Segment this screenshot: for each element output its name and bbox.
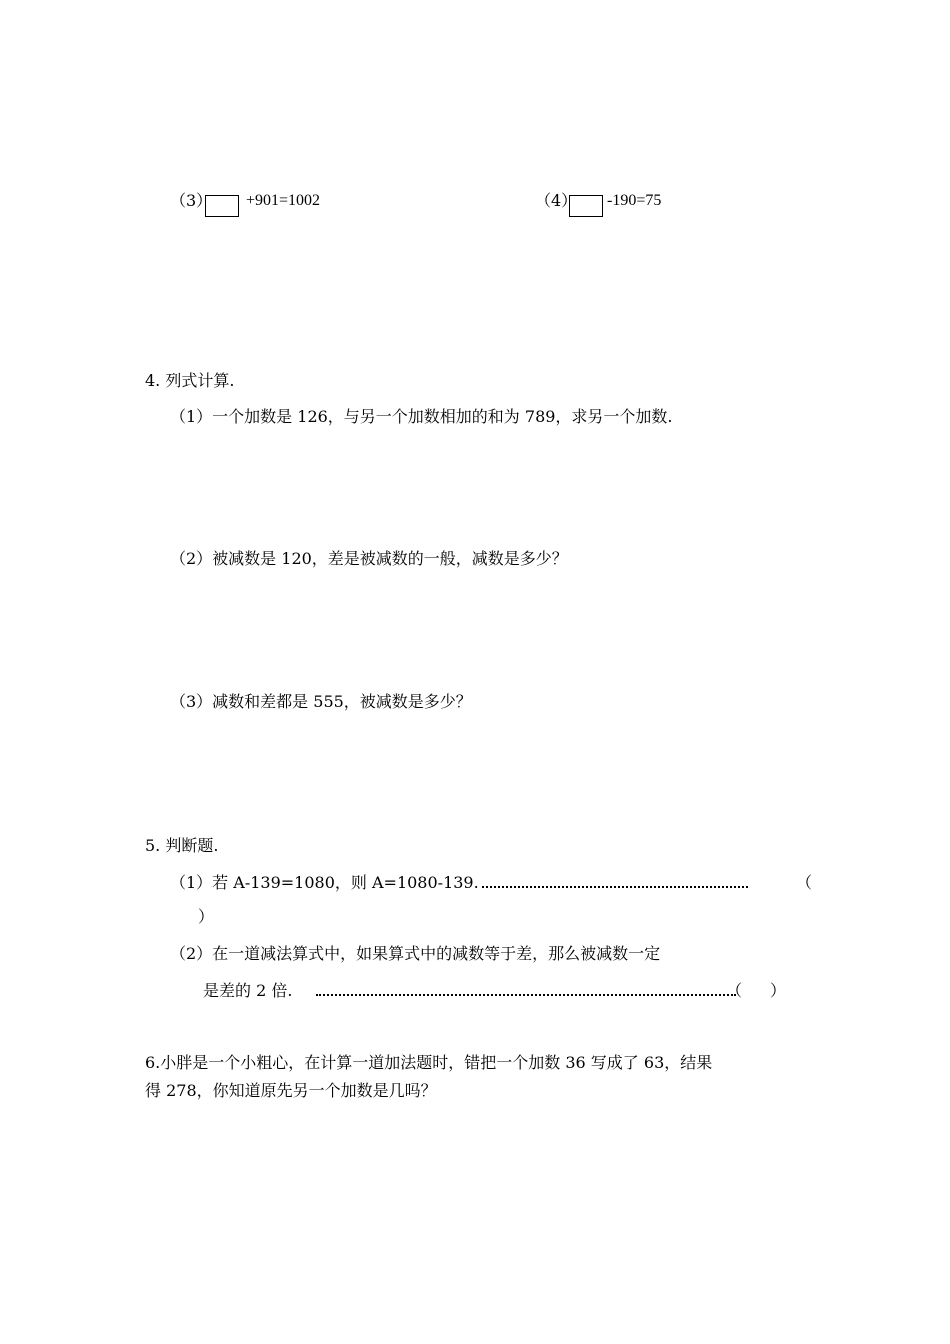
q4-heading: 4. 列式计算.	[145, 371, 235, 390]
q5-item-2-line-1: （2）在一道减法算式中，如果算式中的减数等于差，那么被减数一定	[170, 944, 661, 963]
q4-item-1: （1）一个加数是 126，与另一个加数相加的和为 789，求另一个加数.	[170, 407, 673, 426]
q5-item-1-text: （1）若 A-139=1080，则 A=1080-139.	[170, 873, 479, 892]
q3-part3-answer-box[interactable]	[205, 195, 239, 217]
q5-heading: 5. 判断题.	[145, 836, 219, 855]
q4-item-3: （3）减数和差都是 555，被减数是多少？	[170, 692, 472, 711]
q6-line-2: 得 278，你知道原先另一个加数是几吗？	[145, 1081, 437, 1100]
q5-item-2-paren-open: （	[726, 981, 743, 1000]
q5-item-1-leader-dots	[482, 886, 748, 888]
q3-part4-equation: -190=75	[607, 192, 662, 209]
q6-line-1: 6.小胖是一个小粗心，在计算一道加法题时，错把一个加数 36 写成了 63，结果	[145, 1053, 713, 1072]
q3-part3-label: （3）	[170, 191, 213, 210]
q5-item-2-leader-dots	[316, 994, 736, 996]
q3-part4-answer-box[interactable]	[569, 195, 603, 217]
q5-item-2-line-2: 是差的 2 倍.	[203, 981, 293, 1000]
q5-item-2-paren-close: ）	[770, 981, 787, 1000]
q4-item-2: （2）被减数是 120，差是被减数的一般，减数是多少？	[170, 549, 568, 568]
q3-part3-equation: +901=1002	[246, 192, 321, 209]
q3-part4-label: （4）	[535, 191, 578, 210]
q5-item-1-paren-open: （	[796, 873, 813, 892]
q5-item-1-paren-close: ）	[198, 907, 215, 926]
